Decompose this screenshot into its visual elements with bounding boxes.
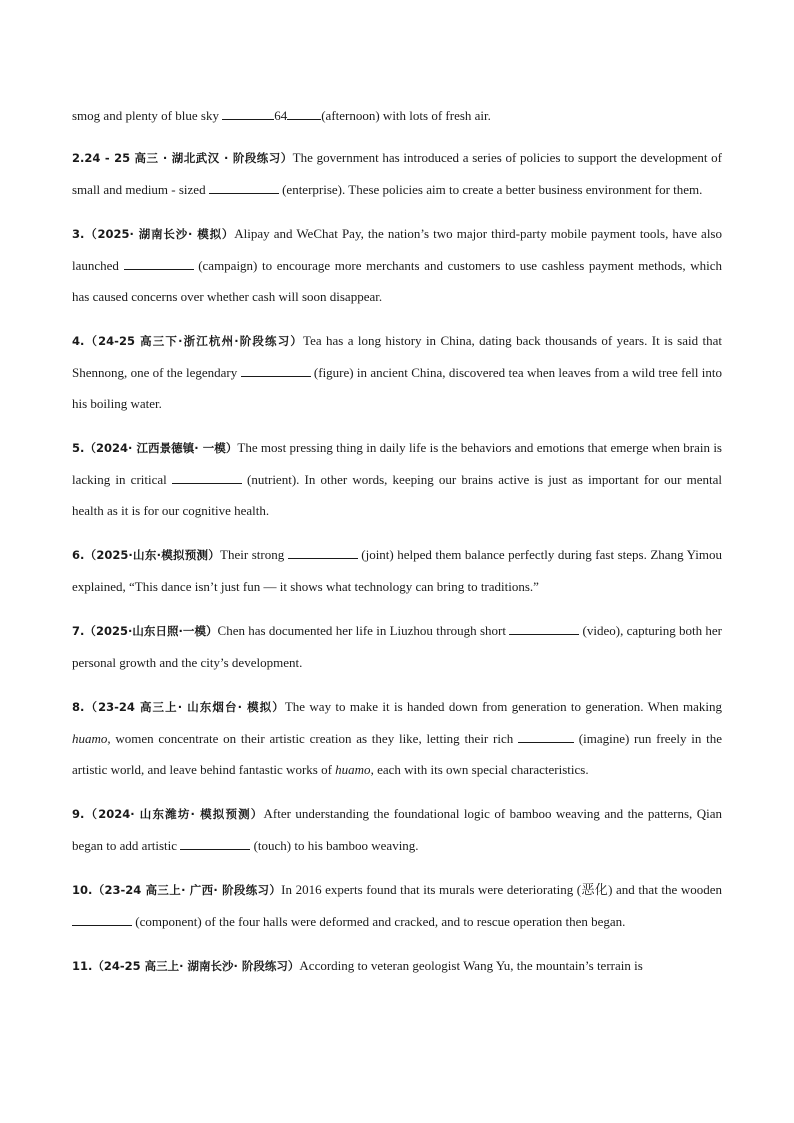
question-text: (enterprise). These policies aim to create a better business environment for them.	[278, 182, 703, 197]
question-2	[72, 142, 722, 205]
question-text: According to veteran geologist Wang Yu, the mountain’s terrain is	[299, 958, 643, 973]
question-text: (nutrient). In other words, keeping our brains active is just as important for our mental health as it is for our cognitive health.	[72, 472, 722, 518]
italic-term: huamo	[335, 762, 371, 777]
question-source: （24-25 高三下·浙江杭州·阶段练习）	[84, 334, 304, 348]
question-1-continuation	[72, 100, 722, 131]
question-source: （23-24 高三上· 广西· 阶段练习）	[92, 883, 282, 897]
answer-blank[interactable]	[288, 544, 358, 559]
question-text: The way to make it is handed down from generation to generation. When making	[284, 699, 722, 714]
question-source: （23-24 高三上· 山东烟台· 模拟）	[84, 700, 285, 714]
question-number: 3.	[72, 227, 85, 241]
question-source: （2025· 湖南长沙· 模拟）	[84, 227, 235, 241]
answer-blank[interactable]	[222, 105, 274, 120]
question-text: Tea has a long history in China, dating back thousands of years. It is said that Shennong, one of the legendary	[72, 333, 722, 380]
question-text: The most pressing thing in daily life is the behaviors and emotions that emerge when brain is lacking in critical	[72, 440, 722, 487]
question-text: In 2016 experts found that its murals were deteriorating (恶化) and that the wooden	[281, 882, 722, 897]
line-number-hint: 64	[274, 108, 288, 123]
question-number: 11.	[72, 959, 93, 973]
question-number: 8.	[72, 700, 85, 714]
answer-blank[interactable]	[509, 620, 579, 635]
question-text: (component) of the four halls were deformed and cracked, and to rescue operation then began.	[132, 914, 626, 929]
question-text: (video), capturing both her personal growth and the city’s development.	[72, 623, 722, 670]
question-number: 6.	[72, 548, 85, 562]
question-number: 2.	[72, 151, 85, 165]
question-source: （24-25 高三上· 湖南长沙· 阶段练习）	[92, 959, 300, 973]
question-8	[72, 691, 722, 785]
question-text: , women concentrate on their artistic creation as they like, letting their rich	[107, 731, 518, 746]
question-text: (touch) to his bamboo weaving.	[250, 838, 419, 853]
question-text: Their strong	[220, 547, 288, 562]
question-number: 10.	[72, 883, 93, 897]
question-text: After understanding the foundational logic of bamboo weaving and the patterns, Qian began to add artistic	[72, 806, 722, 853]
question-10	[72, 874, 722, 937]
question-number: 5.	[72, 441, 85, 455]
question-number: 4.	[72, 334, 85, 348]
question-source: （2024· 山东潍坊· 模拟预测）	[84, 807, 264, 821]
question-text: Alipay and WeChat Pay, the nation’s two major third-party mobile payment tools, have also launched	[72, 226, 722, 273]
answer-blank[interactable]	[124, 255, 194, 270]
answer-blank[interactable]	[172, 469, 242, 484]
question-text: (figure) in ancient China, discovered tea when leaves from a wild tree fell into his boiling water.	[72, 365, 722, 411]
question-text: smog and plenty of blue sky	[72, 108, 223, 123]
question-4	[72, 325, 722, 419]
question-text: , each with its own special characteristics.	[370, 762, 589, 777]
question-source: （2024· 江西景德镇· 一模）	[84, 441, 238, 455]
answer-blank[interactable]	[209, 179, 279, 194]
question-5	[72, 432, 722, 526]
answer-blank[interactable]	[287, 105, 321, 120]
question-text: (afternoon) with lots of fresh air.	[321, 108, 491, 123]
question-11	[72, 950, 722, 982]
question-text: (imagine) run freely in the artistic world, and leave behind fantastic works of	[72, 731, 722, 777]
question-number: 7.	[72, 624, 85, 638]
question-source: （2025·山东·模拟预测）	[84, 548, 221, 562]
question-3	[72, 218, 722, 312]
question-text: The government has introduced a series of policies to support the development of small and medium - sized	[72, 150, 722, 197]
question-9	[72, 798, 722, 861]
question-6	[72, 539, 722, 602]
question-7	[72, 615, 722, 678]
answer-blank[interactable]	[518, 728, 574, 743]
question-text: Chen has documented her life in Liuzhou through short	[217, 623, 510, 638]
question-source: 24 - 25 高三 · 湖北武汉 · 阶段练习）	[84, 151, 293, 165]
question-number: 9.	[72, 807, 85, 821]
answer-blank[interactable]	[241, 362, 311, 377]
question-source: （2025·山东日照·一模）	[84, 624, 218, 638]
answer-blank[interactable]	[72, 911, 132, 926]
italic-term: huamo	[72, 731, 108, 746]
worksheet-page	[72, 100, 722, 995]
answer-blank[interactable]	[180, 835, 250, 850]
question-text: (campaign) to encourage more merchants and customers to use cashless payment methods, which has caused concerns over whether cash will soon disappear.	[72, 258, 723, 304]
question-text: (joint) helped them balance perfectly during fast steps. Zhang Yimou explained, “This dance isn’t just fun — it shows what technology can bring to traditions.”	[72, 547, 722, 594]
